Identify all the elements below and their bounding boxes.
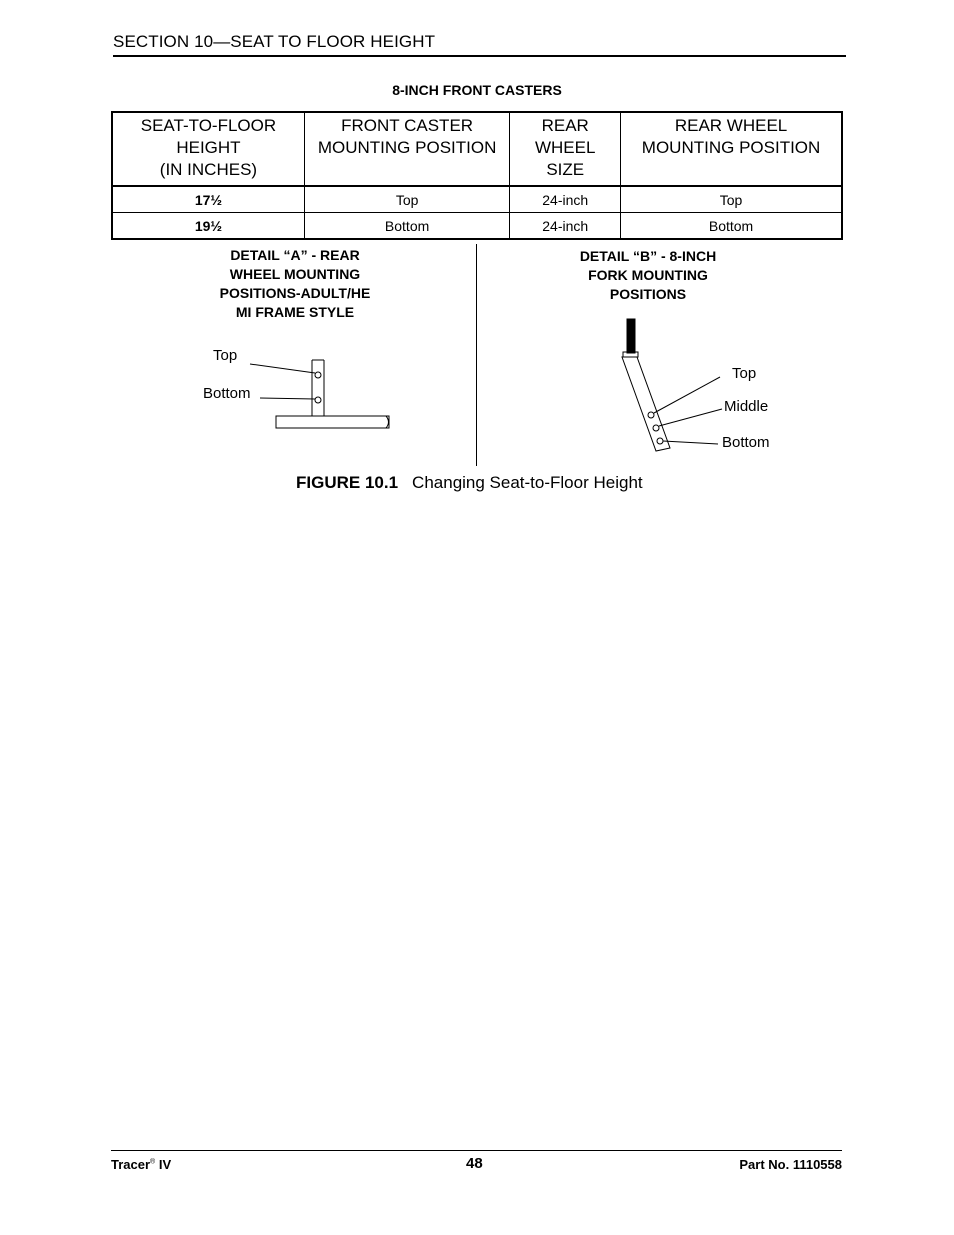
column-header-front-caster: FRONT CASTER MOUNTING POSITION	[304, 112, 509, 186]
table-title: 8-INCH FRONT CASTERS	[392, 82, 562, 98]
table-cell: Top	[621, 186, 842, 213]
page-number: 48	[466, 1155, 483, 1172]
figure-caption-text: Changing Seat-to-Floor Height	[412, 473, 643, 492]
table-cell: Bottom	[304, 213, 509, 240]
table-cell: Top	[304, 186, 509, 213]
detail-b-label-bottom: Bottom	[722, 434, 770, 451]
table-cell: 17½	[112, 186, 304, 213]
registered-mark: ®	[150, 1158, 156, 1166]
section-header: SECTION 10—SEAT TO FLOOR HEIGHT	[113, 32, 436, 51]
table-cell: 24-inch	[510, 213, 621, 240]
column-header-seat-height: SEAT-TO-FLOOR HEIGHT (IN INCHES)	[140, 116, 277, 179]
detail-a-title: DETAIL “A” - REAR WHEEL MOUNTING POSITIONS-ADULT/HE MI FRAME STYLE	[219, 247, 371, 320]
column-header-rear-wheel-position: REAR WHEEL MOUNTING POSITION	[621, 112, 842, 186]
figure-number: FIGURE 10.1	[296, 473, 399, 492]
footer-rule	[111, 1150, 842, 1151]
figure-caption	[296, 473, 643, 493]
table-cell: 24-inch	[510, 186, 621, 213]
detail-b-label-middle: Middle	[724, 398, 769, 415]
detail-a-label-top: Top	[213, 347, 238, 364]
table-cell: 19½	[112, 213, 304, 240]
detail-b-title: DETAIL “B” - 8-INCH FORK MOUNTING POSITIONS	[579, 248, 717, 302]
table-cell: Bottom	[621, 213, 842, 240]
detail-a-label-bottom: Bottom	[203, 385, 251, 402]
part-number: Part No. 1110558	[739, 1157, 842, 1172]
detail-b-label-top: Top	[732, 365, 757, 382]
column-header-rear-wheel-size: REAR WHEEL SIZE	[510, 112, 621, 186]
footer-product: Tracer® IV	[111, 1157, 172, 1172]
